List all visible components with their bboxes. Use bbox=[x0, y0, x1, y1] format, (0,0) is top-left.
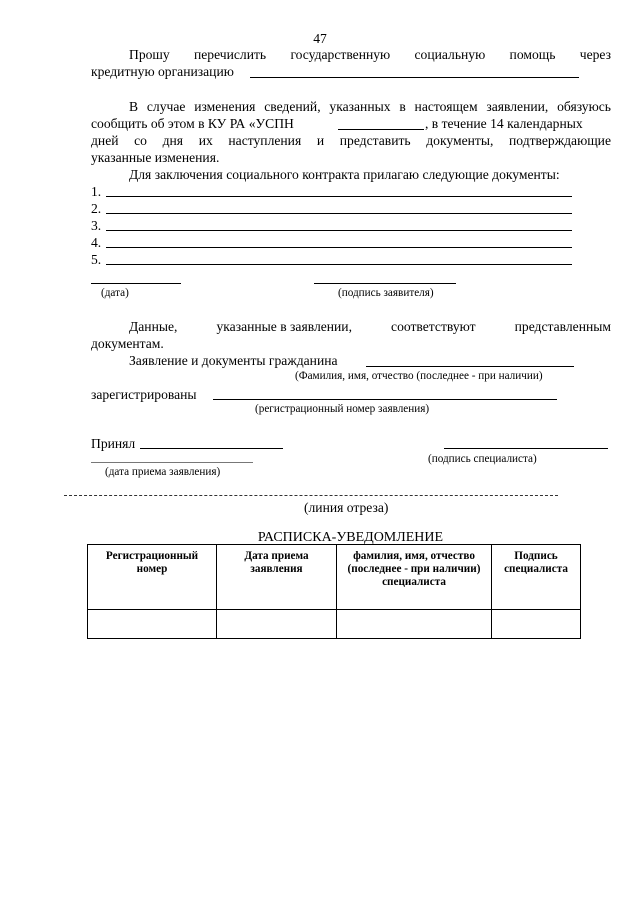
doc-item-field-1[interactable] bbox=[106, 196, 572, 197]
header-registration-number: Регистрационный номер bbox=[88, 545, 217, 610]
fio-caption: (Фамилия, имя, отчество (последнее - при наличии) bbox=[295, 370, 543, 382]
transfer-word: социальную bbox=[414, 47, 486, 62]
transfer-word: государственную bbox=[290, 47, 391, 62]
page-number: 47 bbox=[313, 31, 327, 46]
doc-item-number: 3. bbox=[91, 218, 102, 233]
accepted-by-field[interactable] bbox=[140, 448, 283, 449]
cell-acceptance-date[interactable] bbox=[217, 610, 337, 639]
receipt-entry-row bbox=[88, 610, 581, 639]
doc-item-number: 4. bbox=[91, 235, 102, 250]
transfer-word: помощь bbox=[509, 47, 556, 62]
doc-item-field-3[interactable] bbox=[106, 230, 572, 231]
registration-number-caption: (регистрационный номер заявления) bbox=[255, 403, 430, 415]
doc-item-number: 2. bbox=[91, 201, 102, 216]
citizen-text: Заявление и документы гражданина bbox=[129, 353, 338, 368]
specialist-signature-caption: (подпись специалиста) bbox=[428, 453, 537, 465]
transfer-word: через bbox=[579, 47, 611, 62]
registration-word: соответствуют bbox=[391, 319, 476, 334]
applicant-signature-caption: (подпись заявителя) bbox=[338, 287, 434, 299]
transfer-line-2: кредитную организацию bbox=[91, 64, 234, 79]
doc-item-field-2[interactable] bbox=[106, 213, 572, 214]
cell-registration-number[interactable] bbox=[88, 610, 217, 639]
transfer-word: Прошу bbox=[129, 47, 170, 62]
citizen-fio-field[interactable] bbox=[366, 366, 574, 367]
registration-line-2: документам. bbox=[91, 336, 164, 351]
uspn-name-field[interactable] bbox=[338, 129, 424, 130]
registration-number-field[interactable] bbox=[213, 399, 557, 400]
doc-item-number: 1. bbox=[91, 184, 102, 199]
cut-line-caption: (линия отреза) bbox=[304, 500, 389, 515]
cell-specialist-signature[interactable] bbox=[492, 610, 581, 639]
applicant-signature-field[interactable] bbox=[314, 283, 456, 284]
transfer-line-1 bbox=[129, 46, 611, 63]
date-caption: (дата) bbox=[101, 287, 129, 299]
receipt-table bbox=[87, 544, 581, 639]
registration-word: представленным bbox=[514, 319, 611, 334]
contract-text: Для заключения социального контракта прилагаю следующие документы: bbox=[129, 167, 560, 182]
doc-item-field-4[interactable] bbox=[106, 247, 572, 248]
changes-line-2b: , в течение 14 календарных bbox=[425, 116, 583, 131]
changes-line-4: указанные изменения. bbox=[91, 150, 220, 165]
specialist-signature-field[interactable] bbox=[444, 448, 608, 449]
header-specialist-signature: Подпись специалиста bbox=[492, 545, 581, 610]
doc-item-field-5[interactable] bbox=[106, 264, 572, 265]
registration-word: указанные в заявлении, bbox=[216, 319, 352, 334]
acceptance-date-field[interactable] bbox=[91, 462, 253, 463]
doc-item-number: 5. bbox=[91, 252, 102, 267]
credit-organization-field[interactable] bbox=[250, 77, 579, 78]
receipt-header-row bbox=[88, 545, 581, 610]
accepted-label: Принял bbox=[91, 436, 136, 451]
changes-line-3: дней со дня их наступления и представить документы, подтверждающие bbox=[91, 133, 611, 148]
registration-word: Данные, bbox=[129, 319, 178, 334]
acceptance-date-caption: (дата приема заявления) bbox=[105, 466, 221, 478]
header-specialist-name: фамилия, имя, отчество (последнее - при наличии) специалиста bbox=[337, 545, 492, 610]
changes-line-1: В случае изменения сведений, указанных в настоящем заявлении, обязуюсь bbox=[129, 99, 611, 114]
registration-line-1 bbox=[129, 318, 611, 335]
cut-line bbox=[64, 495, 558, 496]
date-field[interactable] bbox=[91, 283, 181, 284]
header-acceptance-date: Дата приема заявления bbox=[217, 545, 337, 610]
cell-specialist-name[interactable] bbox=[337, 610, 492, 639]
receipt-title: РАСПИСКА-УВЕДОМЛЕНИЕ bbox=[257, 530, 444, 545]
changes-line-2a: сообщить об этом в КУ РА «УСПН bbox=[91, 116, 294, 131]
transfer-word: перечислить bbox=[193, 47, 267, 62]
registered-text: зарегистрированы bbox=[91, 387, 197, 402]
